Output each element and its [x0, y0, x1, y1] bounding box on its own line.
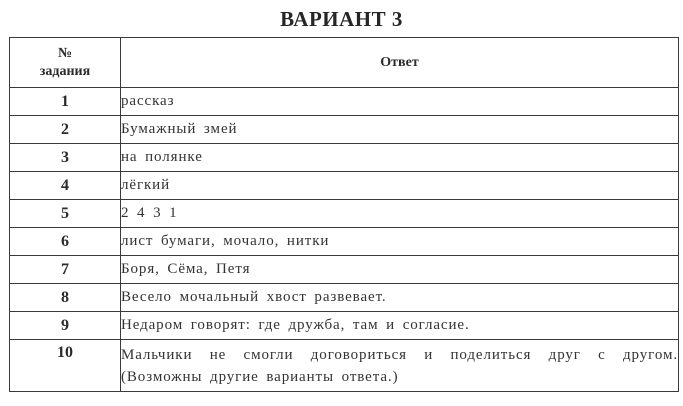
answer-cell: Недаром говорят: где дружба, там и согласие. [121, 312, 679, 340]
task-number: 5 [10, 200, 121, 228]
task-number: 9 [10, 312, 121, 340]
task-label: задания [39, 63, 91, 79]
task-number: 10 [10, 340, 121, 392]
task-number: 3 [10, 144, 121, 172]
table-row [10, 340, 679, 392]
task-number: 8 [10, 284, 121, 312]
column-header-task-number [10, 38, 121, 88]
answers-table [9, 37, 679, 392]
table-row [10, 116, 679, 144]
table-row [10, 144, 679, 172]
task-number: 4 [10, 172, 121, 200]
answer-cell: рассказ [121, 88, 679, 116]
answer-cell: Бумажный змей [121, 116, 679, 144]
table-row [10, 172, 679, 200]
table-row [10, 200, 679, 228]
answer-cell: лист бумаги, мочало, нитки [121, 228, 679, 256]
answer-cell: 2 4 3 1 [121, 200, 679, 228]
task-number: 7 [10, 256, 121, 284]
answer-cell: Боря, Сёма, Петя [121, 256, 679, 284]
table-row [10, 88, 679, 116]
table-row [10, 256, 679, 284]
table-header-row [10, 38, 679, 88]
answer-cell: Весело мочальный хвост развевает. [121, 284, 679, 312]
answer-cell: лёгкий [121, 172, 679, 200]
answer-cell: Мальчики не смогли договориться и поделиться друг с другом. (Возможны другие варианты ответа.) [121, 340, 679, 392]
table-row [10, 284, 679, 312]
page-title: ВАРИАНТ 3 [280, 7, 403, 31]
task-number: 1 [10, 88, 121, 116]
task-number: 6 [10, 228, 121, 256]
task-number: 2 [10, 116, 121, 144]
number-sign: № [57, 45, 73, 61]
table-row [10, 228, 679, 256]
answer-cell: на полянке [121, 144, 679, 172]
table-row [10, 312, 679, 340]
column-header-answer: Ответ [121, 38, 679, 88]
